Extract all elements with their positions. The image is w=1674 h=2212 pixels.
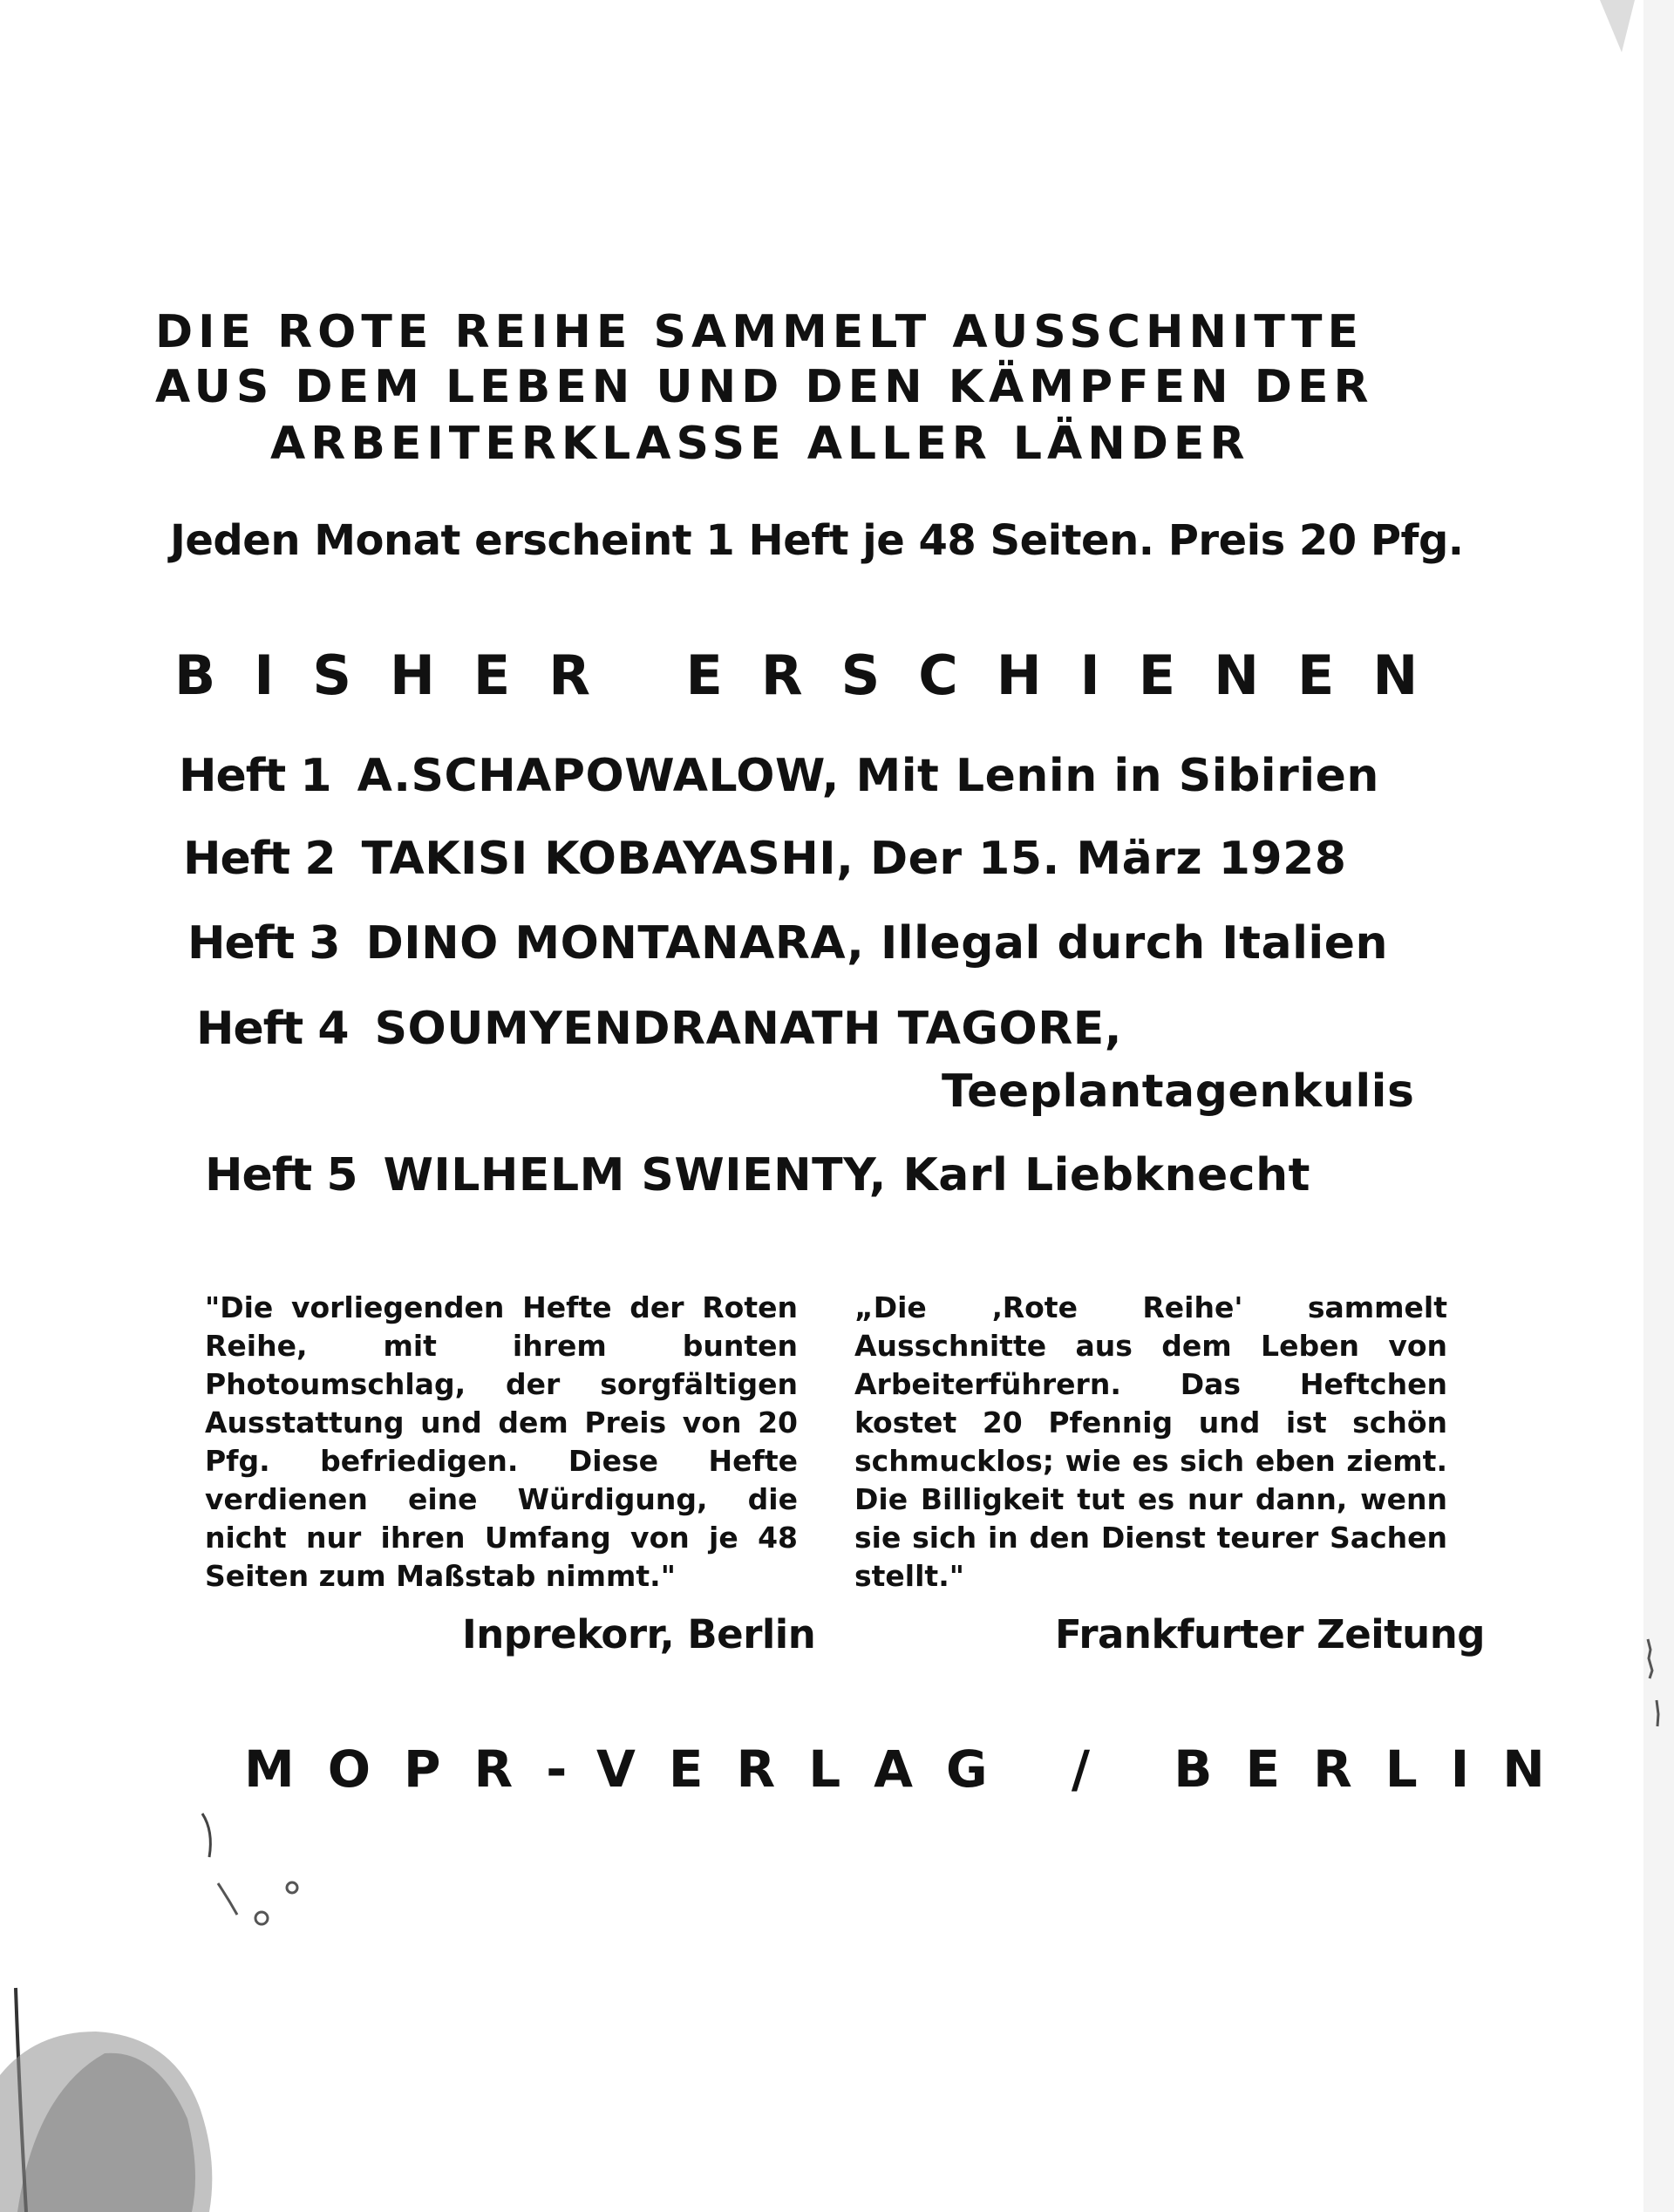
issue-label: Heft 4 — [196, 1003, 349, 1055]
heading-line-2: AUS DEM LEBEN UND DEN KÄMPFEN DER — [155, 361, 1374, 413]
pencil-mark-4 — [287, 1882, 297, 1893]
review-quote-frankfurter: „Die ‚Rote Reihe' sammelt Ausschnitte aus dem Leben von Arbeiterführern. Das Heftchen kostet 20 Pfennig und ist schön schmucklos; wie es sich eben ziemt. Die Billigkeit tut es nur dann, wenn sie sich in den Dienst teurer Sachen stellt." — [854, 1290, 1447, 1593]
issue-author: TAKISI KOBAYASHI, — [361, 833, 854, 885]
review-source-inprekorr: Inprekorr, Berlin — [462, 1611, 816, 1657]
issue-label: Heft 2 — [183, 833, 336, 885]
review-source-frankfurter: Frankfurter Zeitung — [1055, 1611, 1485, 1657]
heading-line-1: DIE ROTE REIHE SAMMELT AUSSCHNITTE — [155, 306, 1364, 358]
publication-frequency: Jeden Monat erscheint 1 Heft je 48 Seiten. Preis 20 Pfg. — [170, 516, 1464, 565]
issue-title-continued: Teeplantagenkulis — [942, 1065, 1415, 1118]
top-right-mark — [1600, 0, 1635, 52]
issue-author: A.SCHAPOWALOW, — [357, 750, 840, 802]
issue-title: Der 15. März 1928 — [869, 833, 1347, 885]
review-quote-inprekorr: "Die vorliegenden Hefte der Roten Reihe, mit ihrem bunten Photoumschlag, der sorgfältigen Ausstattung und dem Preis von 20 Pfg. befriedigen. Diese Hefte verdienen eine Würdigung, die nicht nur ihren Umfang von je 48 Seiten zum Maßstab nimmt." — [205, 1290, 798, 1593]
issue-label: Heft 1 — [179, 750, 331, 802]
pencil-mark-2 — [218, 1883, 237, 1915]
issue-title: Karl Liebknecht — [902, 1149, 1310, 1201]
issue-author: DINO MONTANARA, — [365, 917, 865, 970]
issue-title: Illegal durch Italien — [880, 917, 1389, 970]
issue-author: SOUMYENDRANATH TAGORE, — [374, 1003, 1123, 1055]
section-title: BISHER ERSCHIENEN — [174, 643, 1457, 707]
pencil-mark-3 — [255, 1912, 268, 1924]
issue-label: Heft 3 — [187, 917, 340, 970]
right-page-edge — [1643, 0, 1674, 2212]
pencil-mark-1 — [202, 1814, 210, 1857]
issue-label: Heft 5 — [205, 1149, 357, 1201]
issue-author: WILHELM SWIENTY, — [383, 1149, 887, 1201]
publisher-imprint: MOPR-VERLAG / BERLIN — [244, 1739, 1578, 1799]
heading-line-3: ARBEITERKLASSE ALLER LÄNDER — [270, 418, 1250, 470]
issue-title: Mit Lenin in Sibirien — [855, 750, 1379, 802]
